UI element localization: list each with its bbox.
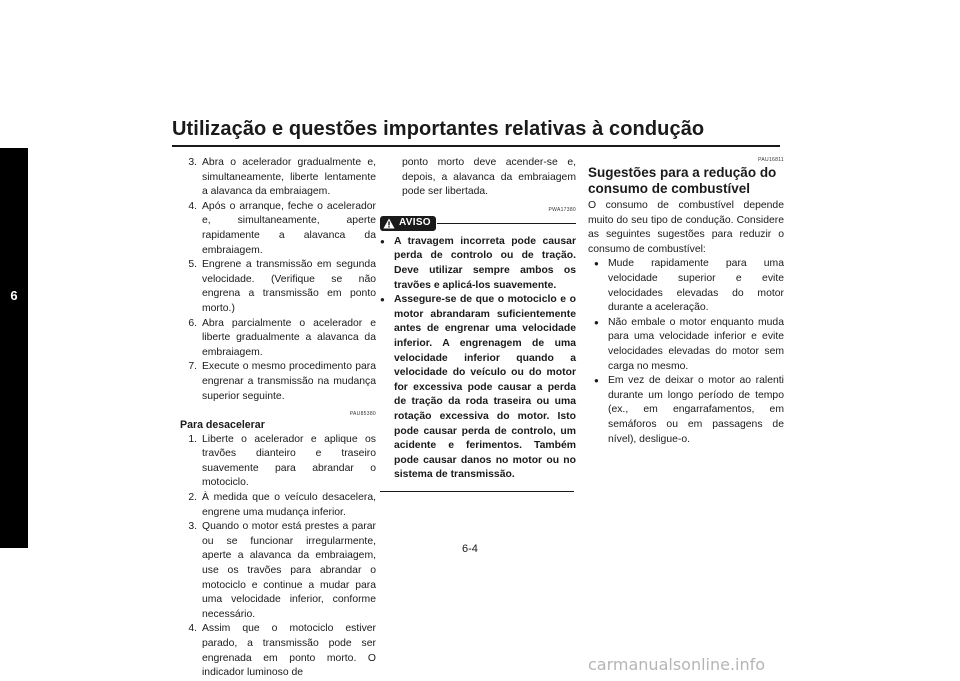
warning-list xyxy=(380,235,576,483)
list-item xyxy=(180,433,376,491)
list-text: Engrene a transmissão em segunda velocidade. (Verifique se não engrena a transmissão em ponto morto.) xyxy=(202,259,376,314)
list-item xyxy=(380,293,576,483)
warning-text: Assegure-se de que o motociclo e o motor abrandaram suficientemente antes de engrenar uma velocidade inferior. A engrenagem de uma velocidade inferior quando a velocidade do veículo ou do motor for excessiva pode causar a perda de tração da roda traseira ou uma rotação excessiva do motor. Isto pode causar perda de controlo, um acidente e ferimentos. Também pode causar danos no motor ou no sistema de transmissão. xyxy=(394,294,576,481)
bullet-icon xyxy=(594,257,608,315)
list-text: À medida que o veículo desacelera, engrene uma mudança inferior. xyxy=(202,492,376,518)
warning-badge xyxy=(380,216,436,231)
header-rule xyxy=(172,145,780,147)
list-number: 2. xyxy=(188,492,197,504)
reference-code: PAU16811 xyxy=(758,157,784,163)
watermark: carmanualsonline.info xyxy=(588,655,766,674)
column-middle xyxy=(380,156,576,492)
bullet-icon xyxy=(594,374,608,447)
reference-code: PWA17380 xyxy=(548,206,576,213)
list-item xyxy=(180,520,376,622)
reference-code: PAU85380 xyxy=(349,411,376,418)
chapter-tab xyxy=(0,148,28,548)
list-item xyxy=(180,200,376,258)
column-left xyxy=(180,156,376,681)
list-item xyxy=(180,622,376,680)
list-number: 4. xyxy=(188,623,197,635)
warning-text: A travagem incorreta pode causar perda de controlo ou de tração. Deve utilizar sempre ambos os travões e aplicá-los suavemente. xyxy=(394,235,576,291)
tip-text: Em vez de deixar o motor ao ralenti durante um longo período de tempo (ex., em engarrafamentos, em semáforos ou em passagens de nível), desligue-o. xyxy=(608,375,784,445)
list-item xyxy=(180,156,376,200)
bullet-icon xyxy=(594,316,608,374)
bullet-icon xyxy=(380,235,394,293)
list-number: 3. xyxy=(188,157,197,168)
list-item xyxy=(180,491,376,520)
list-text: Abra o acelerador gradualmente e, simultaneamente, liberte lentamente a alavanca da embraiagem. xyxy=(202,157,376,198)
warning-header xyxy=(380,216,576,231)
section-title: Sugestões para a redução do consumo de combustível xyxy=(588,165,777,196)
list-text: Abra parcialmente o acelerador e liberte gradualmente a alavanca da embraiagem. xyxy=(202,317,376,358)
list-number: 4. xyxy=(188,200,197,212)
list-text: Após o arranque, feche o acelerador e, simultaneamente, aperte rapidamente a alavanca da embraiagem. xyxy=(202,200,376,256)
list-text: Assim que o motociclo estiver parado, a transmissão pode ser engrenada em ponto morto. O indicador luminoso de xyxy=(202,623,376,679)
list-number: 7. xyxy=(188,361,197,373)
continued-paragraph: ponto morto deve acender-se e, depois, a alavanca da embraiagem pode ser libertada. xyxy=(402,157,576,198)
list-item xyxy=(594,257,784,315)
list-item xyxy=(180,360,376,404)
page-header-title: Utilização e questões importantes relativas à condução xyxy=(172,118,705,140)
list-text: Execute o mesmo procedimento para engrenar a transmissão na mudança superior seguinte. xyxy=(202,361,376,402)
bullet-icon xyxy=(380,293,394,483)
list-number: 1. xyxy=(188,433,197,445)
column-right xyxy=(588,156,784,447)
list-number: 5. xyxy=(188,259,197,271)
tip-text: Mude rapidamente para uma velocidade superior e evite velocidades elevadas do motor durante a aceleração. xyxy=(608,258,784,314)
intro-paragraph: O consumo de combustível depende muito do seu tipo de condução. Considere as seguintes sugestões para reduzir o consumo de combustível: xyxy=(588,200,784,255)
list-item xyxy=(594,316,784,374)
warning-rule xyxy=(437,223,576,225)
list-item xyxy=(594,374,784,447)
list-item xyxy=(180,317,376,361)
list-text: Quando o motor está prestes a parar ou se funcionar irregularmente, aperte a alavanca da embraiagem, use os travões para abrandar o motociclo e continue a mudar para uma velocidade inferior, conforme necessário. xyxy=(202,521,376,620)
page-number: 6-4 xyxy=(462,543,478,555)
warning-end-rule xyxy=(380,491,574,493)
tip-text: Não embale o motor enquanto muda para uma velocidade inferior e evite velocidades elevadas do motor sem carga no mesmo. xyxy=(608,316,784,372)
warning-label: AVISO xyxy=(399,216,431,228)
list-item xyxy=(180,258,376,316)
subsection-heading: Para desacelerar xyxy=(180,419,265,432)
chapter-tab-number: 6 xyxy=(10,288,18,303)
list-number: 3. xyxy=(188,521,197,533)
warning-triangle-icon xyxy=(383,218,395,229)
list-item xyxy=(380,235,576,293)
list-number: 6. xyxy=(188,317,197,329)
list-text: Liberte o acelerador e aplique os travões dianteiro e traseiro suavemente para abrandar o motociclo. xyxy=(202,433,376,489)
